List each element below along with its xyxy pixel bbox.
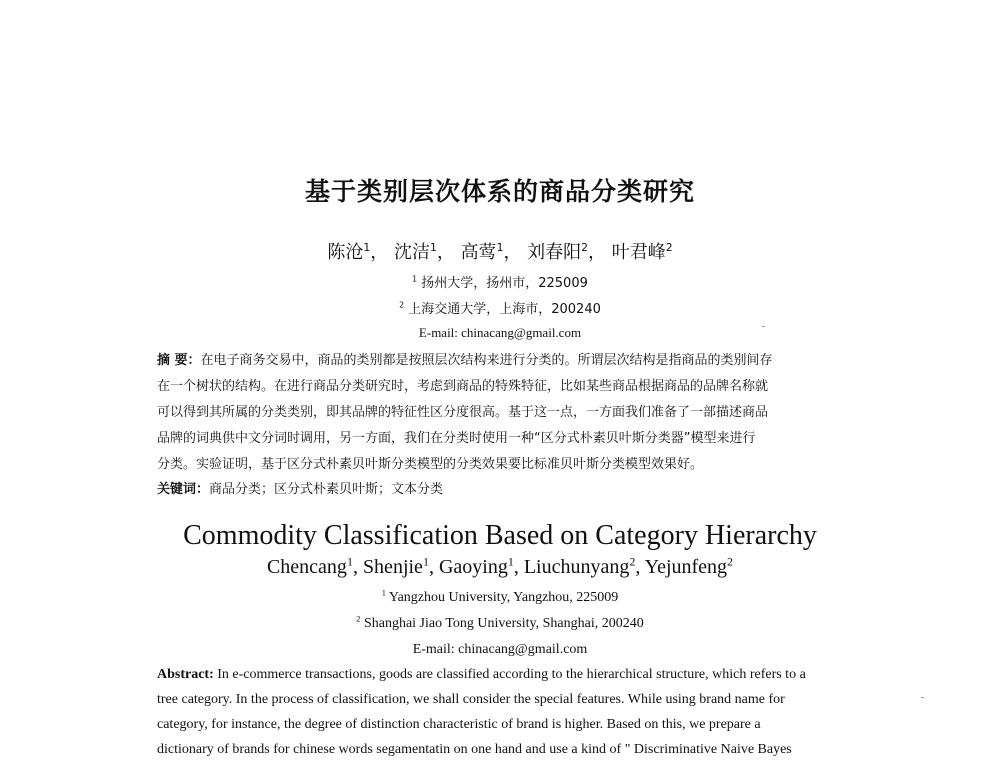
author: Gaoying$^1$,: [438, 554, 524, 578]
abstract-line: 品牌的词典供中文分词时调用，另一方面，我们在分类时使用一种“区分式朴素贝叶斯分类器”模型来进行: [157, 431, 756, 446]
abstract-label: 摘 要：: [157, 353, 201, 368]
abstract-line: 分类。实验证明，基于区分式朴素贝叶斯分类模型的分类效果要比标准贝叶斯分类模型效果好。: [157, 457, 704, 472]
chinese-affiliation-2: $^2$ 上海交通大学，上海市，200240: [399, 300, 601, 317]
abstract-line: tree category. In the process of classification, we shall consider the special features. While using brand name for: [157, 692, 785, 707]
chinese-keywords: [157, 478, 443, 497]
author: 沈洁$^1$，: [393, 241, 455, 263]
abstract-line: 可以得到其所属的分类类别，即其品牌的特征性区分度很高。基于这一点，一方面我们准备了一部描述商品: [157, 405, 769, 420]
author: Liuchunyang$^2$,: [523, 554, 645, 578]
chinese-affiliation-1: $^1$ 扬州大学，扬州市，225009: [412, 274, 588, 291]
author: 高莺$^1$，: [460, 241, 522, 263]
abstract-line: 摘 要：在电子商务交易中，商品的类别都是按照层次结构来进行分类的。所谓层次结构是指商品的类别间存: [157, 353, 773, 368]
keywords-label: 关键词：: [157, 482, 210, 497]
english-email: E-mail: chinacang@gmail.com: [412, 642, 588, 657]
author: Shenjie$^1$,: [362, 554, 439, 578]
chinese-abstract: [157, 348, 887, 478]
english-affiliation-1: $^1$ Yangzhou University, Yangzhou, 225009: [381, 588, 619, 605]
author: 刘春阳$^2$，: [527, 241, 607, 263]
english-title: Commodity Classification Based on Category Hierarchy: [183, 520, 817, 551]
scan-speck: [921, 697, 924, 698]
author: Chencang$^1$,: [266, 554, 363, 578]
abstract-line: 在一个树状的结构。在进行商品分类研究时，考虑到商品的特殊特征，比如某些商品根据商品的品牌名称就: [157, 379, 769, 394]
abstract-label: Abstract:: [157, 667, 214, 682]
english-authors: [0, 556, 1000, 579]
author: Yejunfeng$^2$: [644, 554, 734, 578]
abstract-line: Abstract: In e-commerce transactions, goods are classified according to the hierarchical structure, which refers to a: [157, 667, 806, 682]
chinese-authors: [0, 238, 1000, 264]
author: 叶君峰$^2$: [611, 241, 673, 263]
chinese-email: E-mail: chinacang@gmail.com: [418, 325, 582, 340]
english-abstract: [157, 662, 875, 762]
english-affiliation-2: $^2$ Shanghai Jiao Tong University, Shanghai, 200240: [356, 614, 644, 631]
chinese-title: 基于类别层次体系的商品分类研究: [304, 177, 695, 206]
author: 陈沧$^1$，: [327, 241, 389, 263]
abstract-line: category, for instance, the degree of distinction characteristic of brand is higher. Based on this, we prepare a: [157, 717, 761, 732]
abstract-line: dictionary of brands for chinese words segamentatin on one hand and use a kind of " Discriminative Naive Bayes: [157, 742, 792, 757]
scan-speck: [762, 326, 765, 327]
keywords-text: 商品分类；区分式朴素贝叶斯；文本分类: [209, 482, 444, 497]
